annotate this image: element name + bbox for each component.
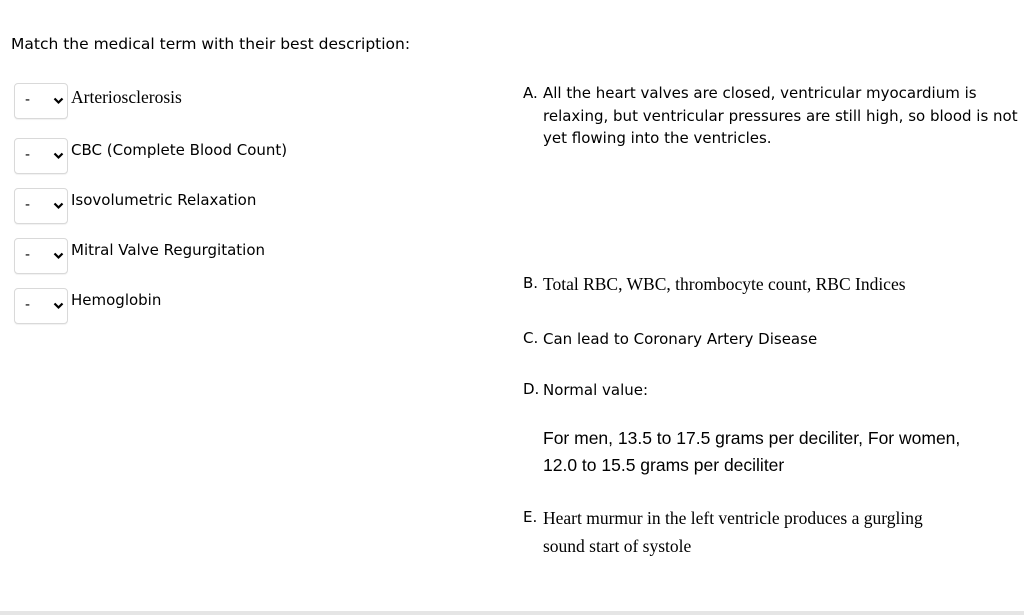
term-arteriosclerosis: Arteriosclerosis (71, 87, 182, 107)
answer-text-a (543, 82, 1018, 150)
term-isovolumetric-relaxation: Isovolumetric Relaxation (71, 191, 257, 209)
chevron-down-icon (53, 202, 64, 210)
answer-a-line-2: relaxing, but ventricular pressures are still high, so blood is not (543, 106, 1018, 125)
match-select-3[interactable] (14, 188, 68, 224)
chevron-down-icon (53, 97, 64, 105)
term-mitral-valve-regurgitation: Mitral Valve Regurgitation (71, 241, 266, 259)
answer-letter-d: D. (523, 380, 540, 398)
bottom-divider (0, 611, 1024, 615)
answer-label-d: Normal value: (543, 381, 649, 399)
answer-letter-e: E. (523, 508, 538, 526)
answer-text-c (543, 328, 817, 351)
select-value: - (25, 197, 31, 213)
answer-a-line-1: All the heart valves are closed, ventricular myocardium is (543, 84, 977, 102)
term-cbc: CBC (Complete Blood Count) (71, 141, 288, 159)
answer-text-b (543, 270, 906, 298)
answer-e-line-1: Heart murmur in the left ventricle produces a gurgling (543, 508, 923, 528)
answer-e-line-2: sound start of systole (543, 536, 692, 556)
match-select-4[interactable] (14, 238, 68, 274)
chevron-down-icon (53, 252, 64, 260)
match-select-1[interactable] (14, 83, 68, 119)
answer-text-e (543, 504, 923, 560)
select-value: - (25, 147, 31, 163)
answer-b-line-1: Total RBC, WBC, thrombocyte count, RBC Indices (543, 274, 906, 294)
answer-text-d (543, 425, 960, 479)
select-value: - (25, 247, 31, 263)
term-hemoglobin: Hemoglobin (71, 291, 162, 309)
answer-letter-c: C. (523, 329, 539, 347)
select-value: - (25, 297, 31, 313)
answer-c-line-1: Can lead to Coronary Artery Disease (543, 330, 818, 348)
answer-letter-b: B. (523, 274, 539, 292)
match-select-5[interactable] (14, 288, 68, 324)
chevron-down-icon (53, 302, 64, 310)
answer-d-line-1: For men, 13.5 to 17.5 grams per deciliter, For women, (543, 428, 961, 448)
answer-letter-a: A. (523, 84, 538, 102)
match-select-2[interactable] (14, 138, 68, 174)
question-prompt: Match the medical term with their best description: (11, 35, 411, 53)
answer-a-line-3: yet flowing into the ventricles. (543, 129, 772, 147)
chevron-down-icon (53, 152, 64, 160)
select-value: - (25, 92, 31, 108)
answer-d-line-2: 12.0 to 15.5 grams per deciliter (543, 455, 785, 475)
